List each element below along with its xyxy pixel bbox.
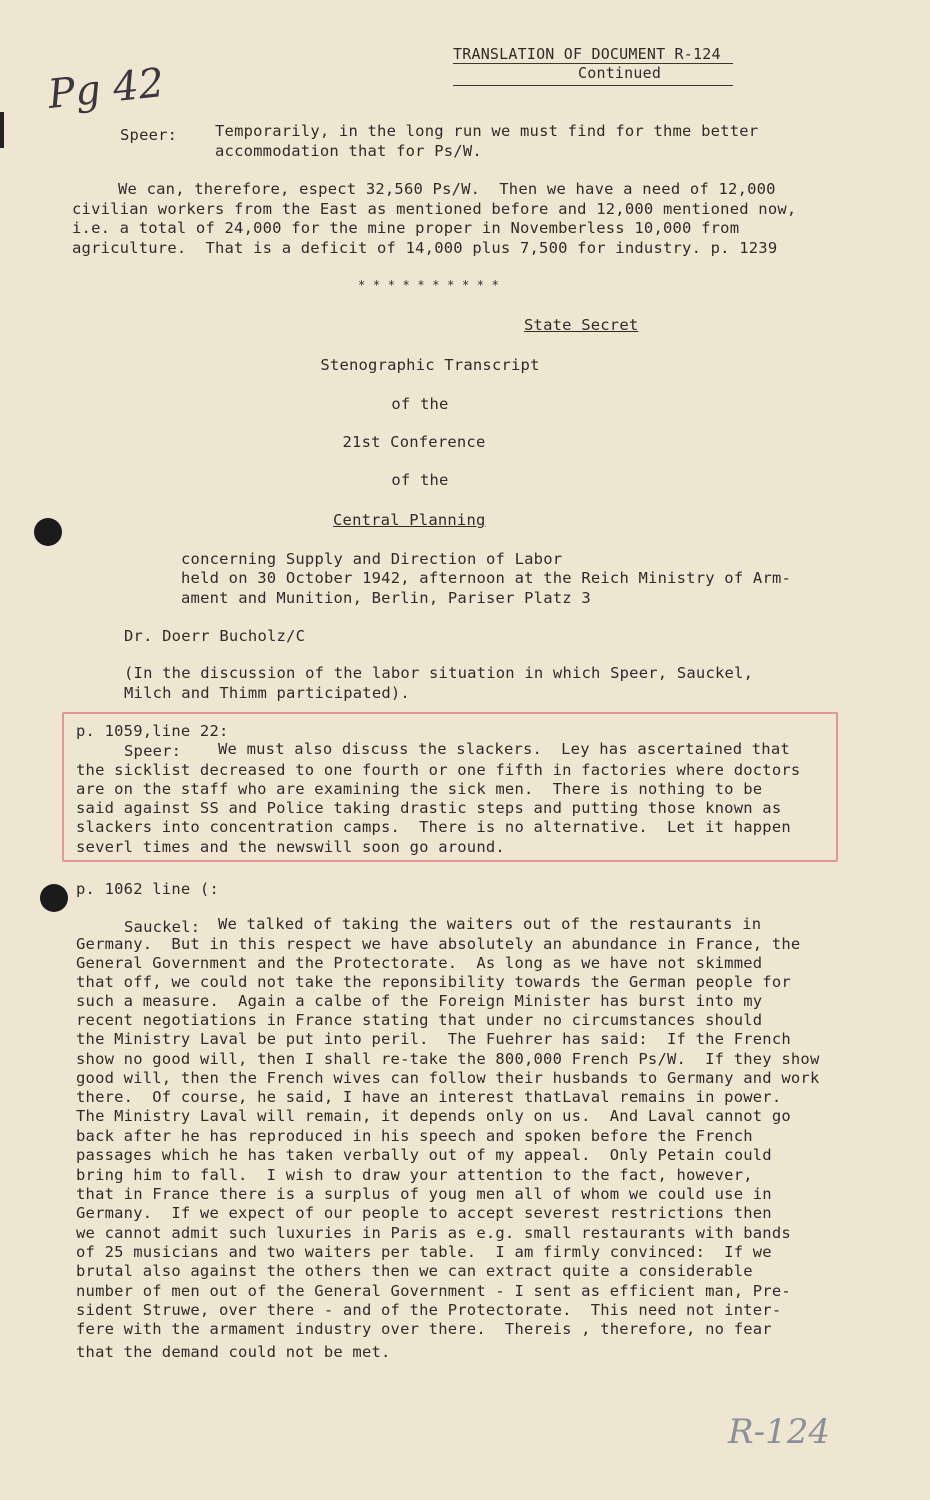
edge-mark [0,112,4,148]
excerpt2-line-12: passages which he has taken verbally out of my appeal. Only Petain could [76,1146,772,1164]
title-line-1: Stenographic Transcript [320,356,540,374]
para1-line-2: civilian workers from the East as mentioned before and 12,000 mentioned now, [72,200,797,218]
excerpt2-first-line: We talked of taking the waiters out of the restaurants in [218,915,762,933]
punch-hole-lower [40,884,68,912]
excerpt2-line-10: The Ministry Laval will remain, it depends only on us. And Laval cannot go [76,1107,791,1125]
excerpt2-line-6: the Ministry Laval be put into peril. The Fuehrer has said: If the French [76,1030,791,1048]
para1-line-3: i.e. a total of 24,000 for the mine proper in Novemberless 10,000 from [72,219,740,237]
punch-hole-upper [34,518,62,546]
excerpt1-speaker: Speer: [124,742,182,760]
excerpt2-line-7: show no good will, then I shall re-take the 800,000 French Ps/W. If they show [76,1050,820,1068]
document-subtitle: Continued [578,64,662,82]
speer-intro-line-1: Temporarily, in the long run we must find for thme better [215,122,759,140]
handwritten-page-ref: Pg 42 [45,60,167,118]
excerpt2-line-16: we cannot admit such luxuries in Paris as e.g. small restaurants with bands [76,1224,791,1242]
document-title: TRANSLATION OF DOCUMENT R-124 [453,45,721,63]
excerpt2-line-21: fere with the armament industry over there. Thereis , therefore, no fear [76,1320,772,1338]
excerpt2-line-13: bring him to fall. I wish to draw your attention to the fact, however, [76,1166,753,1184]
classification-state-secret: State Secret [524,316,639,334]
excerpt2-line-15: Germany. If we expect of our people to accept severest restrictions then [76,1204,772,1222]
central-planning-title: Central Planning [333,511,486,529]
excerpt2-line-18: brutal also against the others then we can extract quite a considerable [76,1262,753,1280]
title-line-2: of the [391,395,449,413]
excerpt1-ref: p. 1059,line 22: [76,722,229,740]
excerpt2-line-22: that the demand could not be met. [76,1343,391,1361]
handwritten-doc-ref: R-124 [728,1412,830,1452]
concerning-line-3: ament and Munition, Berlin, Pariser Platz 3 [181,589,591,607]
excerpt2-line-5: recent negotiations in France stating that under no circumstances should [76,1011,763,1029]
excerpt2-line-20: sident Struwe, over there - and of the Protectorate. This need not inter- [76,1301,782,1319]
discussion-line-2: Milch and Thimm participated). [124,684,410,702]
excerpt1-line-3: said against SS and Police taking drastic steps and putting those known as [76,799,782,817]
title-line-4: of the [391,471,449,489]
excerpt2-line-17: of 25 musicians and two waiters per table. I am firmly convinced: If we [76,1243,772,1261]
para1-line-1: We can, therefore, espect 32,560 Ps/W. Then we have a need of 12,000 [118,180,776,198]
speer-intro-line-2: accommodation that for Ps/W. [215,142,482,160]
concerning-line-2: held on 30 October 1942, afternoon at the Reich Ministry of Arm- [181,569,792,587]
excerpt2-ref: p. 1062 line (: [76,880,219,898]
excerpt2-line-11: back after he has reproduced in his speech and spoken before the French [76,1127,753,1145]
excerpt1-line-1: the sicklist decreased to one fourth or one fifth in factories where doctors [76,761,801,779]
excerpt1-line-4: slackers into concentration camps. There is no alternative. Let it happen [76,818,791,836]
excerpt2-line-9: there. Of course, he said, I have an interest thatLaval remains in power. [76,1088,782,1106]
subtitle-rule [453,85,733,86]
excerpt2-line-2: General Government and the Protectorate. As long as we have not skimmed [76,954,763,972]
para1-line-4: agriculture. That is a deficit of 14,000 plus 7,500 for industry. p. 1239 [72,239,778,257]
excerpt2-line-14: that in France there is a surplus of youg men all of whom we could use in [76,1185,772,1203]
excerpt1-line-5: severl times and the newswill soon go around. [76,838,505,856]
asterisk-separator: * * * * * * * * * * [358,278,500,292]
concerning-line-1: concerning Supply and Direction of Labor [181,550,563,568]
speaker-speer: Speer: [120,126,178,144]
excerpt2-line-8: good will, then the French wives can follow their husbands to Germany and work [76,1069,820,1087]
excerpt2-speaker: Sauckel: [124,918,201,936]
excerpt1-line-2: are on the staff who are examining the sick men. There is nothing to be [76,780,763,798]
excerpt2-line-1: Germany. But in this respect we have absolutely an abundance in France, the [76,935,801,953]
excerpt2-line-19: number of men out of the General Government - I sent as efficient man, Pre- [76,1282,791,1300]
excerpt2-line-3: that off, we could not take the reponsibility towards the German people for [76,973,791,991]
excerpt1-first-line: We must also discuss the slackers. Ley has ascertained that [218,740,790,758]
author-line: Dr. Doerr Bucholz/C [124,627,306,645]
title-line-3: 21st Conference [342,433,486,451]
excerpt2-line-4: such a measure. Again a calbe of the Foreign Minister has burst into my [76,992,763,1010]
discussion-line-1: (In the discussion of the labor situation in which Speer, Sauckel, [124,664,754,682]
